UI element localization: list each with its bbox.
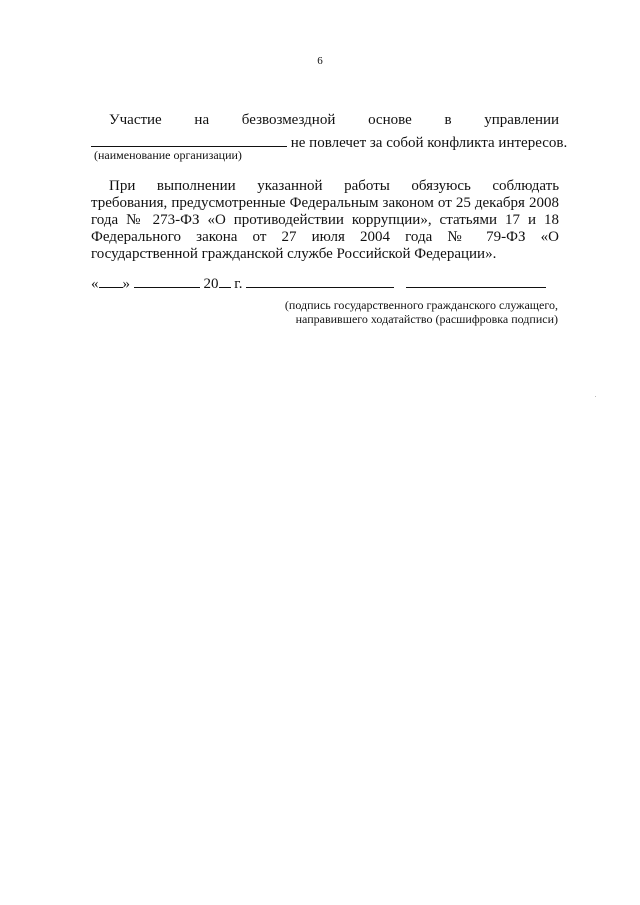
month-blank[interactable] xyxy=(134,275,200,288)
day-blank[interactable] xyxy=(99,275,123,288)
word: обязуюсь xyxy=(411,178,471,194)
word: соблюдать xyxy=(492,178,560,194)
word: указанной xyxy=(257,178,323,194)
obligation-line-1 xyxy=(91,178,559,195)
obligation-line-3: года № 273-ФЗ «О противодействии коррупции», статьями 17 и 18 xyxy=(91,212,559,228)
signature-caption-line-1: (подпись государственного гражданского служащего, xyxy=(284,298,558,312)
close-quote: » xyxy=(122,276,130,292)
paragraph-obligation xyxy=(91,178,559,263)
obligation-line-5: государственной гражданской службе Российской Федерации». xyxy=(91,246,497,262)
year-blank[interactable] xyxy=(219,275,231,288)
participation-line-1 xyxy=(91,112,559,129)
word: При xyxy=(109,178,136,194)
word: Участие xyxy=(109,112,162,128)
word: управлении xyxy=(484,112,560,128)
obligation-line-4: Федерального закона от 27 июля 2004 года № 79-ФЗ «О xyxy=(91,229,559,245)
paragraph-participation xyxy=(91,112,568,152)
signature-blank[interactable] xyxy=(246,275,394,288)
organization-name-blank[interactable] xyxy=(91,134,287,147)
signature-caption xyxy=(285,298,558,326)
signature-decoding-blank[interactable] xyxy=(406,275,546,288)
year-suffix: г. xyxy=(234,276,243,292)
word: безвозмездной xyxy=(241,112,336,128)
word: в xyxy=(444,112,452,128)
word: выполнении xyxy=(156,178,236,194)
word: основе xyxy=(368,112,412,128)
date-signature-line xyxy=(91,275,559,293)
open-quote: « xyxy=(91,276,99,292)
page-number: 6 xyxy=(317,55,323,67)
year-prefix: 20 xyxy=(203,276,219,292)
signature-caption-line-2: направившего ходатайство (расшифровка подписи) xyxy=(295,312,558,326)
scan-speck xyxy=(595,396,596,397)
obligation-line-2: требования, предусмотренные Федеральным законом от 25 декабря 2008 xyxy=(91,195,559,211)
word: работы xyxy=(344,178,390,194)
word: на xyxy=(194,112,210,128)
conflict-text: не повлечет за собой конфликта интересов. xyxy=(290,135,568,151)
organization-caption: (наименование организации) xyxy=(94,148,242,162)
